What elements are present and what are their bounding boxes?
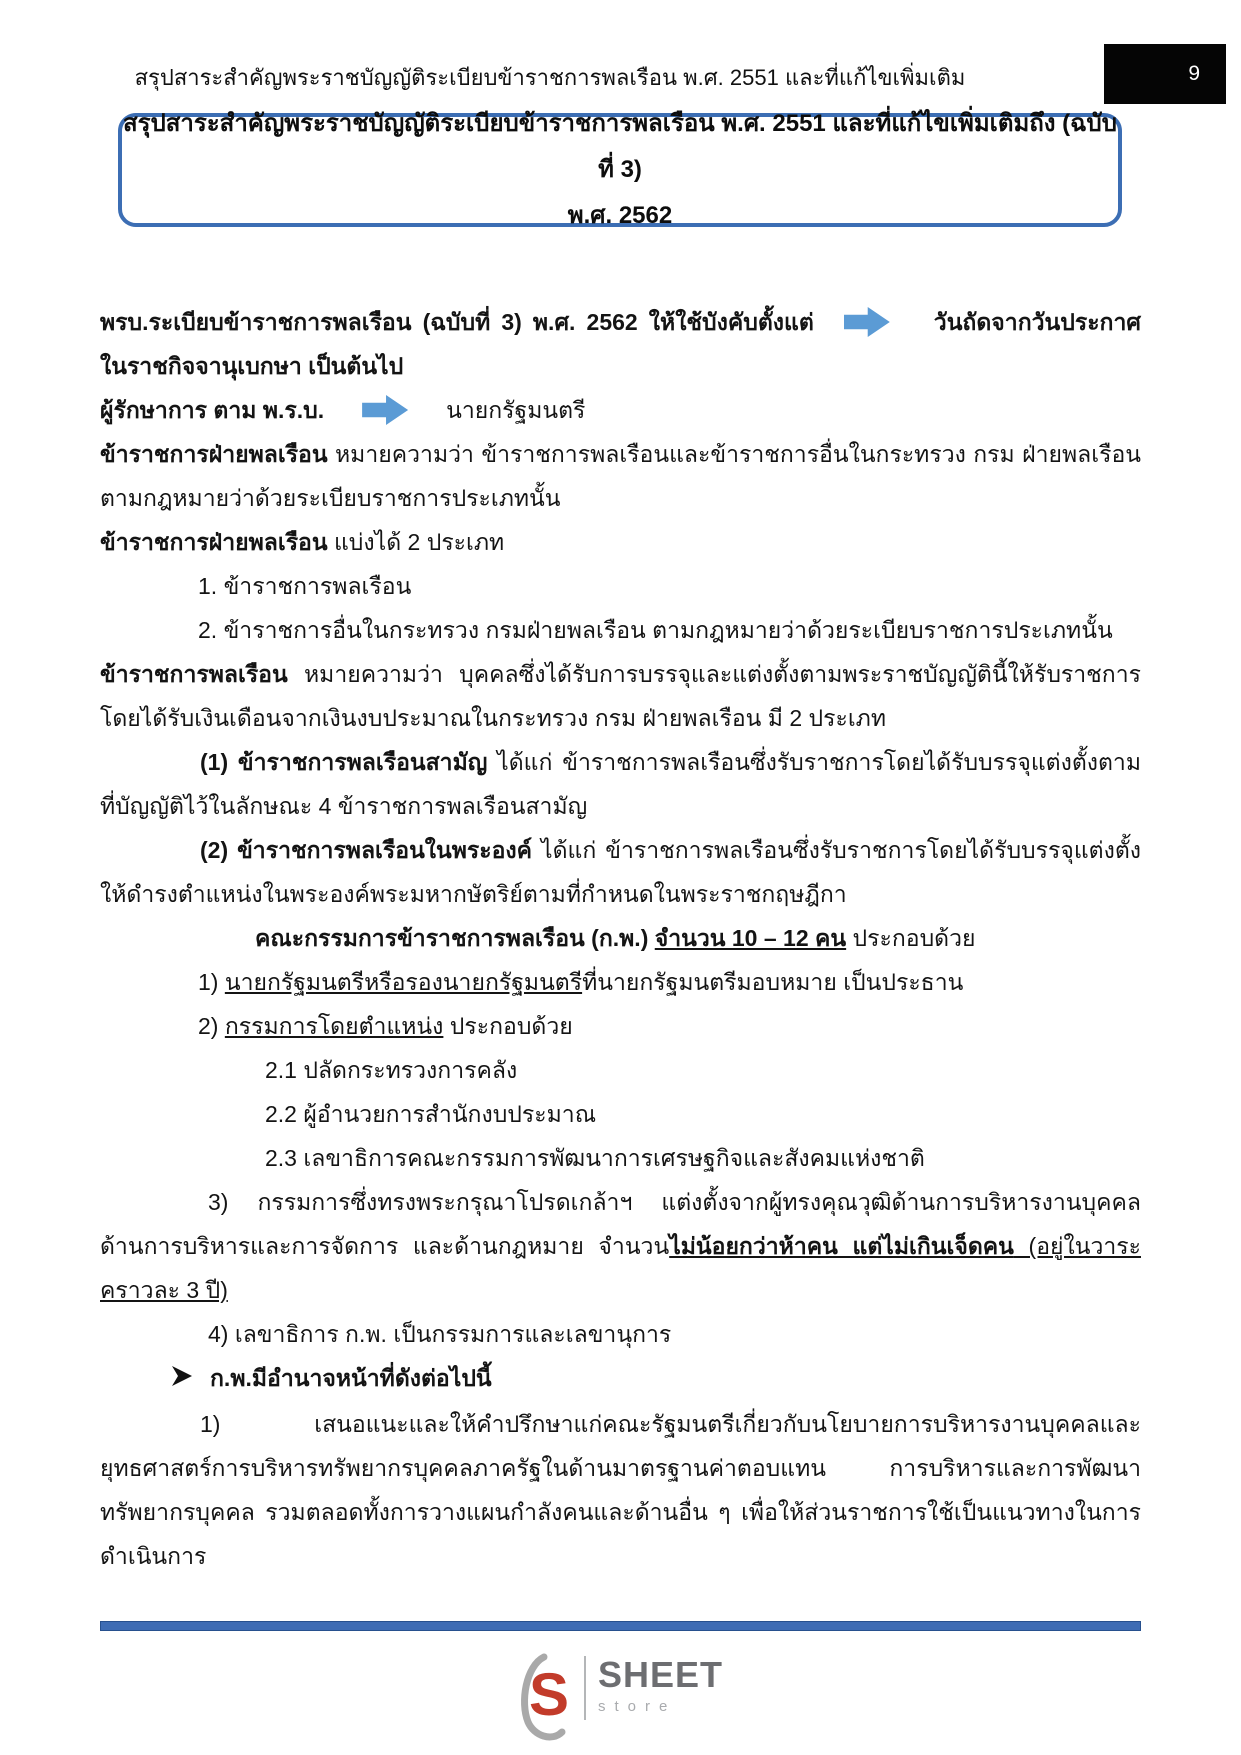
brand-block	[598, 1656, 723, 1715]
member-count-emphasis: ไม่น้อยกว่าห้าคน แต่ไม่เกินเจ็ดคน	[669, 1233, 1014, 1259]
title-line-1: สรุปสาระสำคัญพระราชบัญญัติระเบียบข้าราชการพลเรือน พ.ศ. 2551 และที่แก้ไขเพิ่มเติมถึง (ฉบับที่ 3)	[122, 110, 1117, 183]
para-commission-member-1	[100, 960, 1141, 1004]
body-text	[100, 300, 1141, 1578]
list-item-2: 2. ข้าราชการอื่นในกระทรวง กรมฝ่ายพลเรือน ตามกฎหมายว่าด้วยระเบียบราชการประเภทนั้น	[198, 617, 1113, 643]
term-definition: หมายความว่า ข้าราชการพลเรือนและข้าราชการอื่นในกระทรวง กรม ฝ่ายพลเรือน ตามกฎหมายว่าด้วยระเบียบราชการประเภทนั้น	[100, 441, 1141, 511]
summary-title-box	[118, 110, 1122, 229]
sub-item-2-1: 2.1 ปลัดกระทรวงการคลัง	[265, 1057, 518, 1083]
member-underlined: นายกรัฐมนตรีหรือรองนายกรัฐมนตรี	[224, 969, 583, 995]
term-definition: หมายความว่า บุคคลซึ่งได้รับการบรรจุและแต่งตั้งตามพระราชบัญญัตินี้ให้รับราชการโดยได้รับเงินเดือนจากเงินงบประมาณในกระทรวง กรม ฝ่ายพลเรือน มี 2 ประเภท	[100, 661, 1141, 731]
brand-name: SHEET	[597, 1654, 724, 1695]
logo-divider	[584, 1656, 586, 1720]
term-bold: ข้าราชการฝ่ายพลเรือน	[100, 441, 328, 467]
para-caretaker	[100, 388, 1141, 432]
list-item-1: 1. ข้าราชการพลเรือน	[198, 573, 412, 599]
para-commission-heading	[100, 916, 1141, 960]
member-underlined: กรรมการโดยตำแหน่ง	[224, 1013, 444, 1039]
member-tail: ประกอบด้วย	[443, 1013, 573, 1039]
commission-tail: ประกอบด้วย	[846, 925, 976, 951]
para-type-2-royal	[100, 828, 1141, 916]
term-bold: ข้าราชการพลเรือน	[100, 661, 288, 687]
term-definition: ได้แก่ ข้าราชการพลเรือนซึ่งรับราชการโดยได้รับบรรจุแต่งตั้งตามที่บัญญัติไว้ในลักษณะ 4 ข้าราชการพลเรือนสามัญ	[100, 749, 1141, 819]
arrowhead-bullet-icon	[170, 1358, 194, 1402]
brand-subtitle: store	[597, 1698, 677, 1715]
member-lead: 3) กรรมการซึ่งทรงพระกรุณาโปรดเกล้าฯ แต่งตั้งจากผู้ทรงคุณวุฒิด้านการบริหารงานบุคคล ด้านการบริหารและการจัดการ และด้านกฎหมาย จำนวน	[100, 1189, 1141, 1259]
para-power-1: 1) เสนอแนะและให้คำปรึกษาแก่คณะรัฐมนตรีเกี่ยวกับนโยบายการบริหารงานบุคคลและยุทธศาสตร์การบริหารทรัพยากรบุคคลภาครัฐในด้านมาตรฐานค่าตอบแทน การบริหารและการพัฒนาทรัพยากรบุคคล รวมตลอดทั้งการวางแผนกำลังคนและด้านอื่น ๆ เพื่อให้ส่วนราชการใช้เป็นแนวทางในการดำเนินการ	[100, 1411, 1141, 1569]
caretaker-label: ผู้รักษาการ ตาม พ.ร.บ.	[100, 397, 325, 423]
footer-divider-bar	[100, 1621, 1141, 1631]
sub-item-2-3: 2.3 เลขาธิการคณะกรรมการพัฒนาการเศรษฐกิจและสังคมแห่งชาติ	[265, 1145, 925, 1171]
para-civil-side-types	[100, 520, 1141, 564]
title-line-2: พ.ศ. 2562	[567, 202, 673, 229]
para-effective-date	[100, 300, 1141, 388]
effective-date-lead: พรบ.ระเบียบข้าราชการพลเรือน (ฉบับที่ 3) พ.ศ. 2562 ให้ใช้บังคับตั้งแต่	[100, 309, 814, 335]
para-civil-side-definition	[100, 432, 1141, 520]
term-definition: แบ่งได้ 2 ประเภท	[327, 529, 505, 555]
term-bold: (2) ข้าราชการพลเรือนในพระองค์	[200, 837, 533, 863]
term-bold: ข้าราชการฝ่ายพลเรือน	[100, 529, 328, 555]
powers-heading-text: ก.พ.มีอำนาจหน้าที่ดังต่อไปนี้	[210, 1365, 492, 1391]
para-commission-member-2	[100, 1004, 1141, 1048]
item-number: 1)	[198, 969, 225, 995]
page-number: 9	[1188, 62, 1200, 85]
member-term-note: (อยู่ในวาระคราวละ 3 ปี)	[100, 1233, 1141, 1303]
commission-count: จำนวน 10 – 12 คน	[654, 925, 847, 951]
para-commission-member-3	[100, 1180, 1141, 1312]
commission-name: คณะกรรมการข้าราชการพลเรือน (ก.พ.)	[255, 925, 655, 951]
running-header-title: สรุปสาระสำคัญพระราชบัญญัติระเบียบข้าราชการพลเรือน พ.ศ. 2551 และที่แก้ไขเพิ่มเติม	[134, 65, 966, 90]
logo-s-icon	[518, 1652, 576, 1742]
item-number: 2)	[198, 1013, 225, 1039]
sheet-store-logo	[0, 1652, 1241, 1742]
term-definition: ได้แก่ ข้าราชการพลเรือนซึ่งรับราชการโดยได้รับบรรจุแต่งตั้ง ให้ดำรงตำแหน่งในพระองค์พระมหากษัตริย์ตามที่กำหนดในพระราชกฤษฎีกา	[100, 837, 1141, 907]
para-commission-member-4: 4) เลขาธิการ ก.พ. เป็นกรรมการและเลขานุการ	[208, 1321, 672, 1347]
para-type-1-ordinary	[100, 740, 1141, 828]
para-civil-servant-definition	[100, 652, 1141, 740]
term-bold: (1) ข้าราชการพลเรือนสามัญ	[200, 749, 488, 775]
sub-item-2-2: 2.2 ผู้อำนวยการสำนักงบประมาณ	[265, 1101, 597, 1127]
para-opm-powers-heading	[100, 1356, 1141, 1402]
svg-text:S: S	[528, 1661, 570, 1728]
arrow-right-icon	[844, 307, 890, 337]
page-number-box	[1104, 44, 1226, 104]
effective-date-value: วันถัดจากวันประกาศ ในราชกิจจานุเบกษา เป็นต้นไป	[100, 309, 1141, 379]
caretaker-value: นายกรัฐมนตรี	[446, 397, 586, 423]
arrow-right-icon	[362, 395, 408, 425]
member-tail: ที่นายกรัฐมนตรีมอบหมาย เป็นประธาน	[582, 969, 964, 995]
